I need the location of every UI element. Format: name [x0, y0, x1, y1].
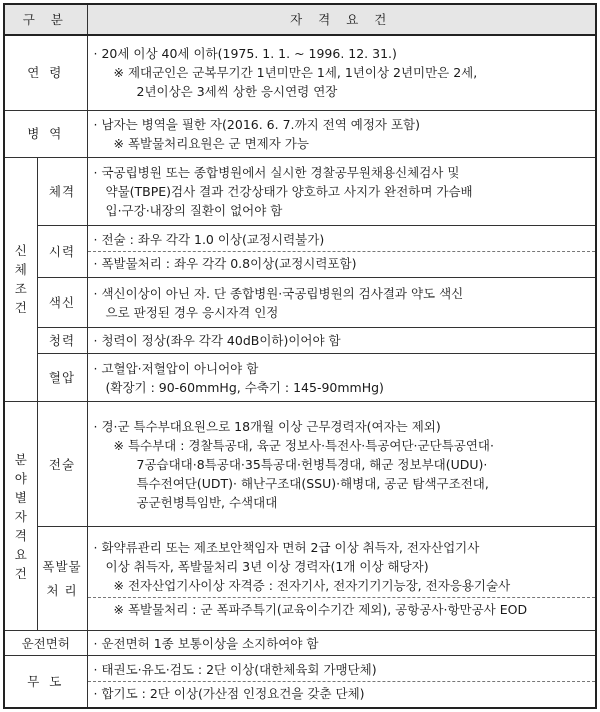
eyesight-line: · 폭발물처리 : 좌우 각각 0.8이상(교정시력포함) [93, 256, 357, 272]
physique-label: 체격 [37, 157, 87, 226]
license-line: · 운전면허 1종 보통이상을 소지하여야 함 [93, 635, 319, 651]
blood-content [87, 354, 596, 402]
row-military [4, 110, 596, 157]
blood-line: · 고혈압·저혈압이 아니어야 함 [93, 360, 259, 376]
divider [88, 597, 596, 598]
tactics-note-cont: 특수전여단(UDT)· 해난구조대(SSU)·해병대, 공군 탐색구조전대, [136, 475, 489, 491]
tactics-note-cont: 7공습대대·8특공대·35특공대·헌병특경대, 해군 정보부대(UDU)· [136, 456, 488, 472]
eyesight-label: 시력 [37, 226, 87, 278]
martial-content [87, 656, 596, 708]
tactics-note: ※ 특수부대 : 경찰특공대, 육군 정보사·특전사·특공여단·군단특공연대· [113, 437, 494, 453]
color-content [87, 278, 596, 328]
row-physique [4, 157, 596, 226]
hearing-line: · 청력이 정상(좌우 각각 40dB이하)이어야 함 [93, 333, 341, 349]
field-label: 분 야 별 자 격 요 건 [4, 402, 37, 631]
license-content [87, 631, 596, 656]
row-license [4, 631, 596, 656]
row-eod [4, 527, 596, 631]
row-martial [4, 656, 596, 708]
age-label: 연 령 [4, 35, 87, 110]
age-note: ※ 제대군인은 군복무기간 1년미만은 1세, 1년이상 2년미만은 2세, [113, 65, 478, 81]
blood-line: (확장기 : 90-60mmHg, 수축기 : 145-90mmHg) [105, 379, 384, 395]
eyesight-line: · 전술 : 좌우 각각 1.0 이상(교정시력불가) [93, 232, 325, 248]
hearing-label: 청력 [37, 328, 87, 354]
row-age [4, 35, 596, 110]
eod-note: ※ 폭발물처리 : 군 폭파주특기(교육이수기간 제외), 공항공사·항만공사 EOD [113, 602, 528, 618]
military-label: 병 역 [4, 110, 87, 157]
requirements-table [3, 3, 597, 709]
tactics-content [87, 402, 596, 527]
physique-line: 약물(TBPE)검사 결과 건강상태가 양호하고 사지가 완전하며 가슴배 [105, 183, 473, 199]
eod-note: ※ 전자산업기사이상 자격증 : 전자기사, 전자기기기능장, 전자응용기술사 [113, 578, 511, 594]
age-content [87, 35, 596, 110]
military-content [87, 110, 596, 157]
physique-line: · 국공립병원 또는 종합병원에서 실시한 경찰공무원채용신체검사 및 [93, 164, 460, 180]
eod-line: 이상 취득자, 폭발물처리 3년 이상 경력자(1개 이상 해당자) [105, 559, 429, 575]
divider [88, 251, 596, 252]
eod-line: · 화약류관리 또는 제조보안책임자 면허 2급 이상 취득자, 전자산업기사 [93, 540, 480, 556]
tactics-note-cont: 공군헌병특임반, 수색대대 [136, 494, 278, 510]
military-note: ※ 폭발물처리요원은 군 면제자 가능 [113, 135, 309, 151]
row-blood [4, 354, 596, 402]
header-row [4, 4, 596, 35]
physique-line: 입·구강·내장의 질환이 없어야 함 [105, 202, 283, 218]
blood-label: 혈압 [37, 354, 87, 402]
tactics-line: · 경·군 특수부대요원으로 18개월 이상 근무경력자(여자는 제외) [93, 418, 441, 434]
body-label: 신 체 조 건 [4, 157, 37, 402]
martial-line: · 태권도·유도·검도 : 2단 이상(대한체육회 가맹단체) [93, 662, 377, 678]
martial-line: · 합기도 : 2단 이상(가산점 인정요건을 갖춘 단체) [93, 686, 365, 702]
row-tactics [4, 402, 596, 527]
header-requirements: 자 격 요 건 [87, 4, 596, 35]
color-line: · 색신이상이 아닌 자. 단 종합병원·국공립병원의 검사결과 약도 색신 [93, 285, 464, 301]
color-label: 색신 [37, 278, 87, 328]
color-line: 으로 판정된 경우 응시자격 인정 [105, 304, 279, 320]
eyesight-content [87, 226, 596, 278]
row-eyesight [4, 226, 596, 278]
row-hearing [4, 328, 596, 354]
hearing-content [87, 328, 596, 354]
martial-label: 무 도 [4, 656, 87, 708]
physique-content [87, 157, 596, 226]
eod-label: 폭발물 처 리 [37, 527, 87, 631]
age-line: · 20세 이상 40세 이하(1975. 1. 1. ~ 1996. 12. 31.) [93, 46, 397, 62]
header-category: 구 분 [4, 4, 87, 35]
military-line: · 남자는 병역을 필한 자(2016. 6. 7.까지 전역 예정자 포함) [93, 116, 420, 132]
eod-content [87, 527, 596, 631]
age-note-cont: 2년이상은 3세씩 상한 응시연령 연장 [136, 84, 338, 100]
row-color [4, 278, 596, 328]
tactics-label: 전술 [37, 402, 87, 527]
divider [88, 681, 596, 682]
license-label: 운전면허 [4, 631, 87, 656]
